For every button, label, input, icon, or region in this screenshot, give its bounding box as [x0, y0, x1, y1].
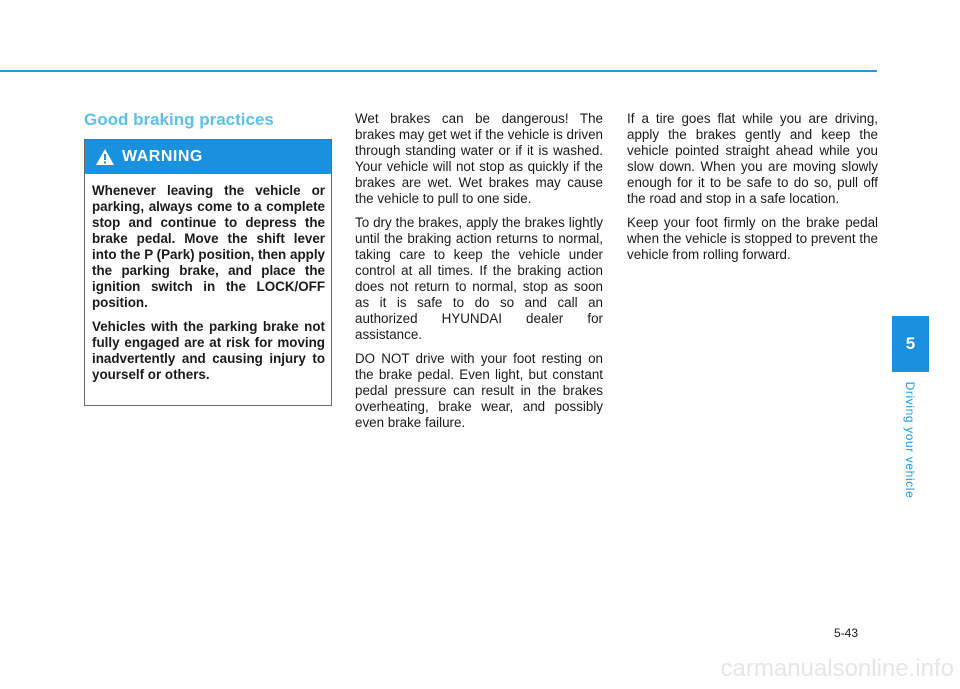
- warning-paragraph: Vehicles with the parking brake not fully engaged are at risk for moving inadvertently and causing injury to yourself or others.: [92, 319, 325, 382]
- chapter-number: 5: [905, 334, 916, 353]
- warning-header: [85, 140, 331, 174]
- warning-paragraph: Whenever leaving the vehicle or parking, always come to a complete stop and continue to depress the brake pedal. Move the shift lever into the P (Park) position, then apply the parking brake, and place the ignition switch in the LOCK/OFF position.: [92, 183, 325, 310]
- section-title: Good braking practices: [84, 110, 274, 129]
- body-paragraph: To dry the brakes, apply the brakes lightly until the braking action returns to normal, taking care to keep the vehicle under control at all times. If the braking action does not return to normal, stop as soon as it is safe to do so and call an authorized HYUNDAI dealer for assistance.: [355, 215, 603, 342]
- text-column-2: [355, 111, 603, 439]
- warning-box: [84, 139, 332, 406]
- text-column-3: [627, 111, 878, 271]
- body-paragraph: Keep your foot firmly on the brake pedal when the vehicle is stopped to prevent the vehicle from rolling forward.: [627, 215, 878, 262]
- chapter-title: Driving your vehicle: [903, 381, 917, 499]
- warning-body: [85, 174, 331, 383]
- chapter-tab: [892, 316, 929, 372]
- watermark: carmanualsonline.info: [720, 655, 954, 682]
- body-paragraph: If a tire goes flat while you are driving, apply the brakes gently and keep the vehicle pointed straight ahead while you slow down. When you are moving slowly enough for it to be safe to do so, pull off the road and stop in a safe location.: [627, 111, 878, 206]
- header-rule: [0, 70, 877, 72]
- warning-triangle-icon: [95, 148, 115, 166]
- page-number: 5-43: [834, 626, 859, 640]
- body-paragraph: Wet brakes can be dangerous! The brakes may get wet if the vehicle is driven through standing water or if it is washed. Your vehicle will not stop as quickly if the brakes are wet. Wet brakes may cause the vehicle to pull to one side.: [355, 111, 603, 206]
- warning-label: WARNING: [122, 148, 203, 165]
- body-paragraph: DO NOT drive with your foot resting on the brake pedal. Even light, but constant pedal pressure can result in the brakes overheating, brake wear, and possibly even brake failure.: [355, 351, 603, 430]
